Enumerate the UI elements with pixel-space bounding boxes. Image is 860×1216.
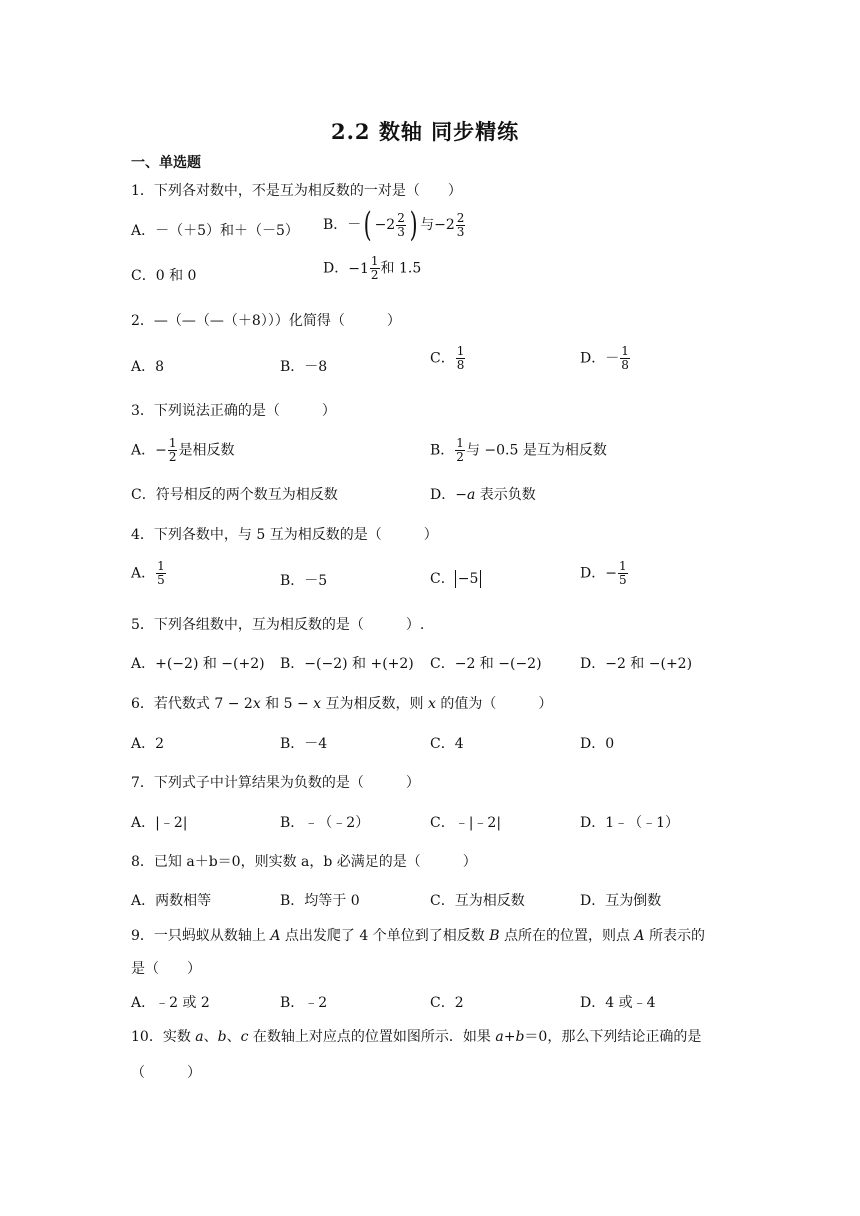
question-10-stem: 10．实数 a、b、c 在数轴上对应点的位置如图所示．如果 a+b＝0，那么下列结论正确的是 bbox=[131, 1029, 702, 1045]
q4-option-c bbox=[430, 568, 481, 588]
q4-a-prefix: A． bbox=[131, 565, 156, 582]
q7-option-a: A．|﹣2| bbox=[131, 815, 188, 831]
q1-b-tail-fraction: $\frac{2}{3}$ bbox=[456, 210, 465, 239]
q4-c-prefix: C． bbox=[430, 571, 455, 587]
q9-option-b: B．﹣2 bbox=[280, 995, 328, 1011]
q1-b-fraction: $\frac{2}{3}$ bbox=[397, 210, 405, 239]
q6-option-a: A．2 bbox=[131, 736, 165, 752]
q9-option-d: D．4 或﹣4 bbox=[580, 995, 656, 1011]
q8-option-c: C．互为相反数 bbox=[430, 893, 525, 909]
q8-option-b: B．均等于 0 bbox=[280, 893, 360, 909]
q4-c-absolute-value: −5 bbox=[455, 570, 482, 588]
q3-d-variable: −a bbox=[455, 487, 476, 503]
question-6-stem: 6．若代数式 7 − 2x 和 5 − x 互为相反数，则 x 的值为（ ） bbox=[131, 696, 553, 712]
q6-option-b: B．－4 bbox=[280, 736, 328, 752]
q3-b-tail: 与 −0.5 是互为相反数 bbox=[465, 442, 607, 459]
q2-c-prefix: C． bbox=[430, 350, 455, 367]
q1-option-a: A．－（＋5）和＋（－5） bbox=[131, 223, 299, 239]
right-paren: ) bbox=[409, 205, 418, 245]
q9-option-c: C．2 bbox=[430, 995, 464, 1011]
q3-a-prefix: A．− bbox=[131, 442, 167, 459]
left-paren: ( bbox=[363, 205, 372, 245]
q1-b-joiner: 与 bbox=[420, 217, 435, 233]
question-10-stem-line2: （ ） bbox=[131, 1065, 201, 1081]
q1-b-whole: −2 bbox=[374, 217, 396, 233]
q2-option-a: A．8 bbox=[131, 359, 165, 375]
q2-option-d bbox=[580, 345, 631, 372]
q3-d-prefix: D． bbox=[430, 487, 456, 503]
q4-d-prefix: D．− bbox=[580, 565, 617, 582]
q3-b-prefix: B． bbox=[430, 442, 455, 459]
q8-option-d: D．互为倒数 bbox=[580, 893, 662, 909]
q3-a-fraction: $\frac{1}{2}$ bbox=[168, 436, 177, 464]
q3-option-d bbox=[430, 484, 536, 504]
q3-b-fraction: $\frac{1}{2}$ bbox=[456, 436, 464, 464]
q4-d-fraction: $\frac{1}{5}$ bbox=[618, 559, 627, 587]
q1-d-tail: 和 1.5 bbox=[380, 260, 422, 277]
q2-d-fraction: $\frac{1}{8}$ bbox=[621, 344, 629, 372]
q3-option-a bbox=[131, 437, 234, 464]
q1-option-b bbox=[323, 205, 466, 245]
q4-a-fraction: $\frac{1}{5}$ bbox=[157, 559, 165, 587]
q2-c-fraction: $\frac{1}{8}$ bbox=[456, 344, 465, 372]
q8-option-a: A．两数相等 bbox=[131, 893, 212, 909]
q5-option-c: C．−2 和 −(−2) bbox=[430, 656, 542, 672]
q3-d-tail: 表示负数 bbox=[475, 487, 536, 503]
q5-option-a: A．+(−2) 和 −(+2) bbox=[131, 656, 265, 672]
q2-d-prefix: D．－ bbox=[580, 350, 620, 367]
q7-option-d: D．1﹣（﹣1） bbox=[580, 815, 680, 831]
q7-option-b: B．﹣（﹣2） bbox=[280, 815, 370, 831]
q3-option-b bbox=[430, 437, 607, 464]
q7-option-c: C．﹣|﹣2| bbox=[430, 815, 502, 831]
q5-option-b: B．−(−2) 和 +(+2) bbox=[280, 656, 414, 672]
question-8-stem: 8．已知 a＋b＝0，则实数 a，b 必满足的是（ ） bbox=[131, 854, 477, 870]
page-title: 2.2 数轴 同步精练 bbox=[331, 119, 520, 144]
question-3-stem: 3．下列说法正确的是（ ） bbox=[131, 403, 336, 419]
q6-option-d: D．0 bbox=[580, 736, 615, 752]
q2-option-c bbox=[430, 345, 466, 372]
q1-b-tail-whole: −2 bbox=[434, 217, 455, 233]
q1-d-whole: −1 bbox=[348, 260, 369, 277]
question-2-stem: 2．—（—（—（＋8）））化简得（ ） bbox=[131, 313, 401, 329]
q3-option-c: C．符号相反的两个数互为相反数 bbox=[131, 487, 338, 503]
question-7-stem: 7．下列式子中计算结果为负数的是（ ） bbox=[131, 775, 420, 791]
q4-option-d bbox=[580, 560, 629, 587]
question-1-stem: 1．下列各对数中，不是互为相反数的一对是（ ） bbox=[131, 183, 462, 199]
q1-b-prefix: B．－ bbox=[323, 217, 362, 233]
q1-d-fraction: $\frac{1}{2}$ bbox=[370, 254, 379, 282]
q2-option-b: B．－8 bbox=[280, 359, 328, 375]
q3-a-tail: 是相反数 bbox=[178, 442, 235, 459]
section-heading: 一、单选题 bbox=[131, 155, 201, 171]
q4-option-a bbox=[131, 560, 167, 587]
q5-option-d: D．−2 和 −(+2) bbox=[580, 656, 693, 672]
q1-option-c: C．0 和 0 bbox=[131, 268, 197, 284]
question-9-stem-line2: 是（ ） bbox=[131, 961, 201, 977]
question-4-stem: 4．下列各数中，与 5 互为相反数的是（ ） bbox=[131, 527, 438, 543]
q4-option-b: B．－5 bbox=[280, 573, 328, 589]
q9-option-a: A．﹣2 或 2 bbox=[131, 995, 210, 1011]
q1-d-prefix: D． bbox=[323, 260, 349, 277]
question-9-stem: 9．一只蚂蚁从数轴上 A 点出发爬了 4 个单位到了相反数 B 点所在的位置，则点 A 所表示的 bbox=[131, 928, 705, 944]
q6-option-c: C．4 bbox=[430, 736, 464, 752]
q1-option-d bbox=[323, 255, 421, 282]
question-5-stem: 5．下列各组数中，互为相反数的是（ ）. bbox=[131, 617, 425, 633]
